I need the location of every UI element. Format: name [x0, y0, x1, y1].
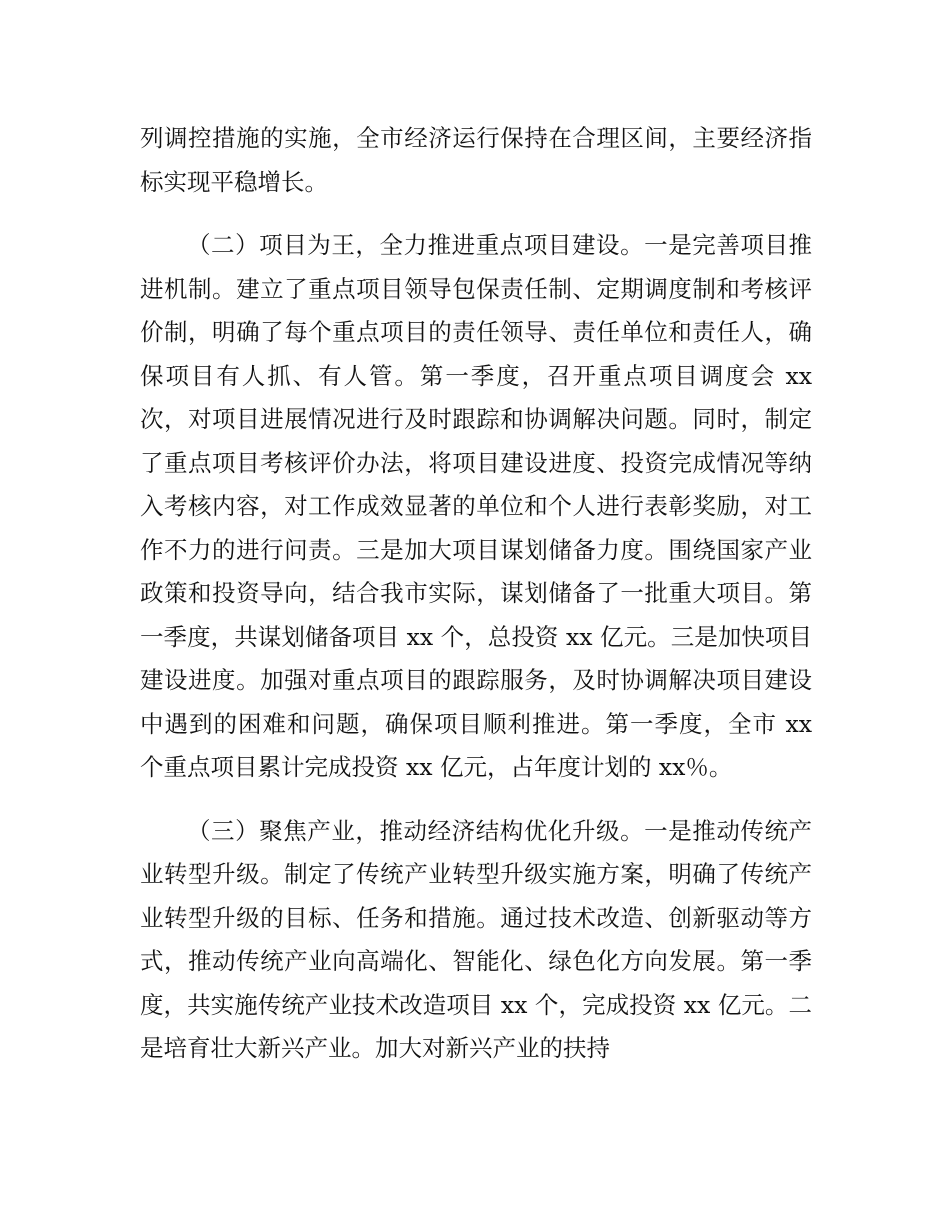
document-body: [140, 117, 812, 1091]
paragraph-section-two: （二）项目为王，全力推进重点项目建设。一是完善项目推进机制。建立了重点项目领导包保责任制、定期调度制和考核评价制，明确了每个重点项目的责任领导、责任单位和责任人，确保项目有人抓、有人管。第一季度，召开重点项目调度会 xx 次，对项目进展情况进行及时跟踪和协调解决问题。同时，制定了重点项目考核评价办法，将项目建设进度、投资完成情况等纳入考核内容，对工作成效显著的单位和个人进行表彰奖励，对工作不力的进行问责。三是加大项目谋划储备力度。围绕国家产业政策和投资导向，结合我市实际，谋划储备了一批重大项目。第一季度，共谋划储备项目 xx 个，总投资 xx 亿元。三是加快项目建设进度。加强对重点项目的跟踪服务，及时协调解决项目建设中遇到的困难和问题，确保项目顺利推进。第一季度，全市 xx 个重点项目累计完成投资 xx 亿元，占年度计划的 xx％。: [140, 231, 812, 781]
paragraph-section-three: （三）聚焦产业，推动经济结构优化升级。一是推动传统产业转型升级。制定了传统产业转型升级实施方案，明确了传统产业转型升级的目标、任务和措施。通过技术改造、创新驱动等方式，推动传统产业向高端化、智能化、绿色化方向发展。第一季度，共实施传统产业技术改造项目 xx 个，完成投资 xx 亿元。二是培育壮大新兴产业。加大对新兴产业的扶持: [140, 816, 812, 1062]
paragraph-continuation: 列调控措施的实施，全市经济运行保持在合理区间，主要经济指标实现平稳增长。: [140, 124, 812, 196]
